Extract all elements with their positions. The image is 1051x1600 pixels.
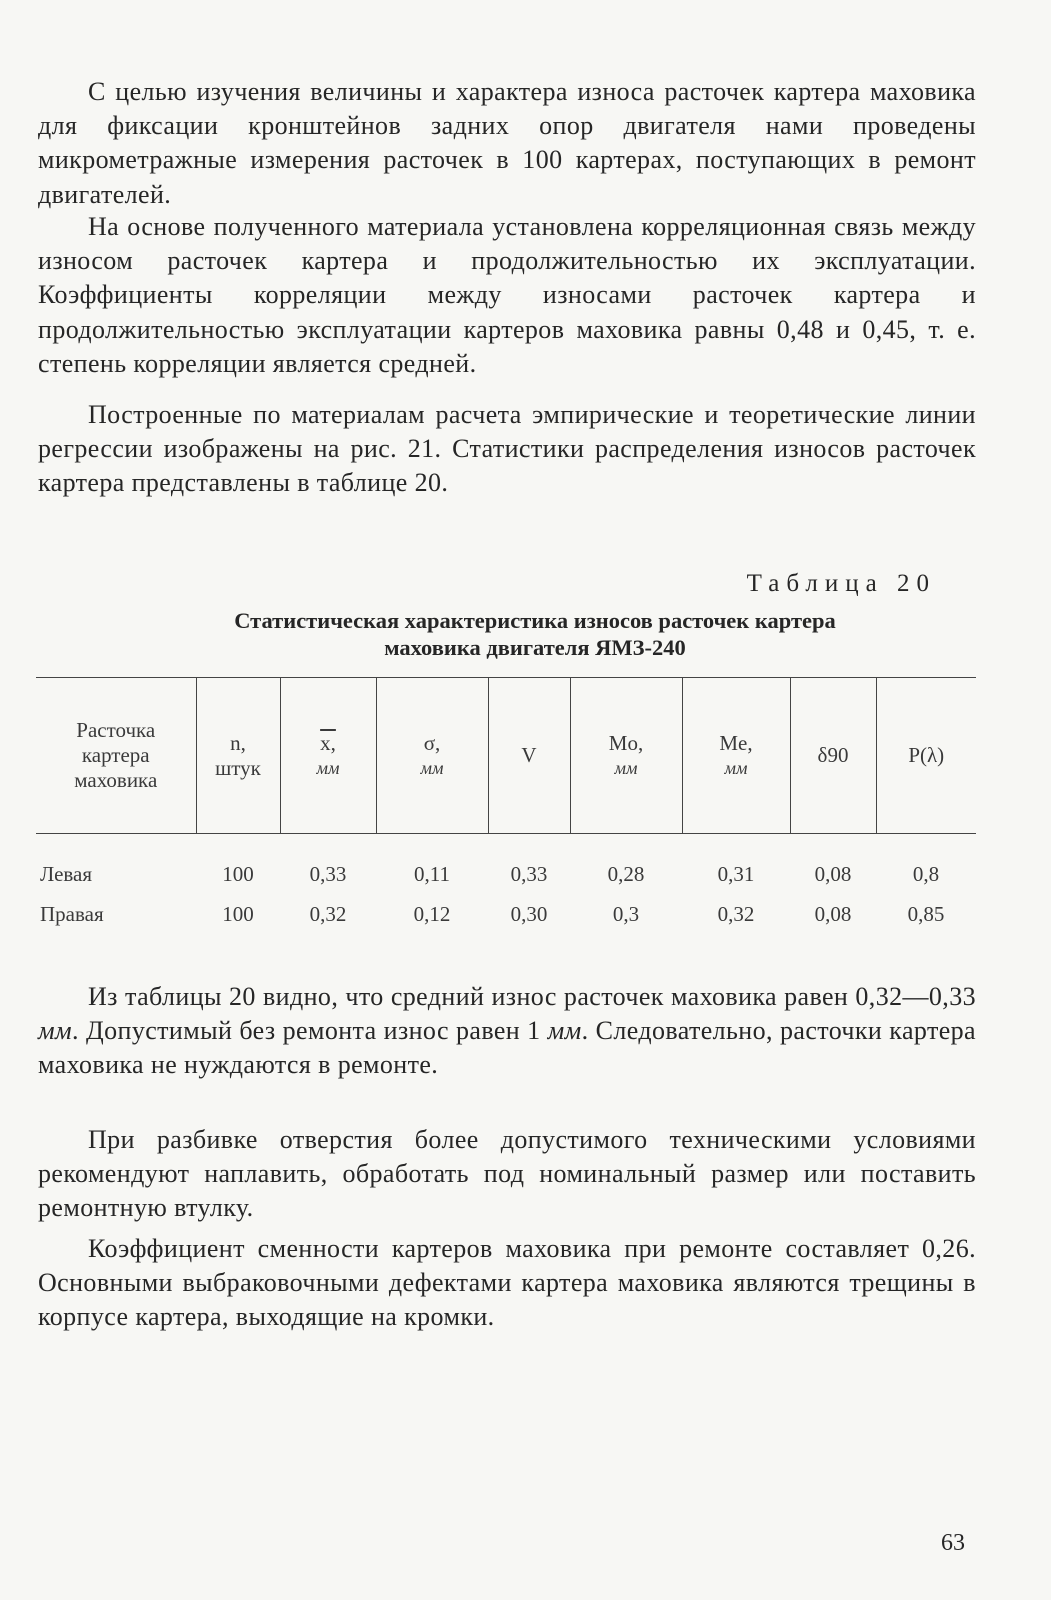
table-caption — [100, 607, 970, 661]
header-mean: x, мм — [280, 678, 376, 834]
paragraph-4 — [38, 980, 976, 1083]
header-n: n, штук — [196, 678, 280, 834]
header-s90: δ90 — [790, 678, 876, 834]
paragraph-2-text: На основе полученного материала установлена корреляционная связь между износом расточек картера и продолжительностью их эксплуатации. Коэффициенты корреляции между износами расточек картера и продолжительностью эксплуатации картеров маховика равны 0,48 и 0,45, т. е. степень корреляции является средней. — [38, 212, 976, 378]
table-header-row — [36, 678, 976, 834]
page-number: 63 — [941, 1530, 965, 1556]
paragraph-1 — [38, 75, 976, 212]
paragraph-4-text: Из таблицы 20 видно, что средний износ расточек маховика равен 0,32—0,33 мм. Допустимый без ремонта износ равен 1 мм. Следовательно, расточки картера маховика не нуждаются в ремонте. — [38, 982, 976, 1080]
paragraph-3 — [38, 398, 976, 501]
header-sigma: σ, мм — [376, 678, 488, 834]
table-caption-line-2: маховика двигателя ЯМЗ-240 — [384, 635, 686, 660]
paragraph-6 — [38, 1232, 976, 1335]
table-row: Левая 100 0,33 0,11 0,33 0,28 0,31 0,08 0,8 — [40, 861, 940, 886]
header-bore: Расточка картера маховика — [36, 678, 196, 834]
statistics-table — [36, 677, 976, 934]
paragraph-3-text: Построенные по материалам расчета эмпирические и теоретические линии регрессии изображены на рис. 21. Статистики распределения износов расточек картера представлены в таблице 20. — [38, 400, 976, 498]
paragraph-2 — [38, 210, 976, 381]
table-row: Правая 100 0,32 0,12 0,30 0,3 0,32 0,08 0,85 — [40, 901, 945, 926]
table-caption-line-1: Статистическая характеристика износов расточек картера — [234, 608, 836, 633]
paragraph-5 — [38, 1123, 976, 1226]
paragraph-1-text: С целью изучения величины и характера износа расточек картера маховика для фиксации кронштейнов задних опор двигателя нами проведены микрометражные измерения расточек в 100 картерах, поступающих в ремонт двигателей. — [38, 77, 976, 209]
paragraph-6-text: Коэффициент сменности картеров маховика при ремонте составляет 0,26. Основными выбраковочными дефектами картера маховика являются трещины в корпусе картера, выходящие на кромки. — [38, 1234, 976, 1332]
header-v: V — [488, 678, 570, 834]
header-mode: Mo, мм — [570, 678, 682, 834]
table-number: Таблица 20 — [746, 570, 936, 597]
header-median: Me, мм — [682, 678, 790, 834]
paragraph-5-text: При разбивке отверстия более допустимого техническими условиями рекомендуют наплавить, обработать под номинальный размер или поставить ремонтную втулку. — [38, 1125, 976, 1223]
header-p-lambda: P(λ) — [876, 678, 976, 834]
